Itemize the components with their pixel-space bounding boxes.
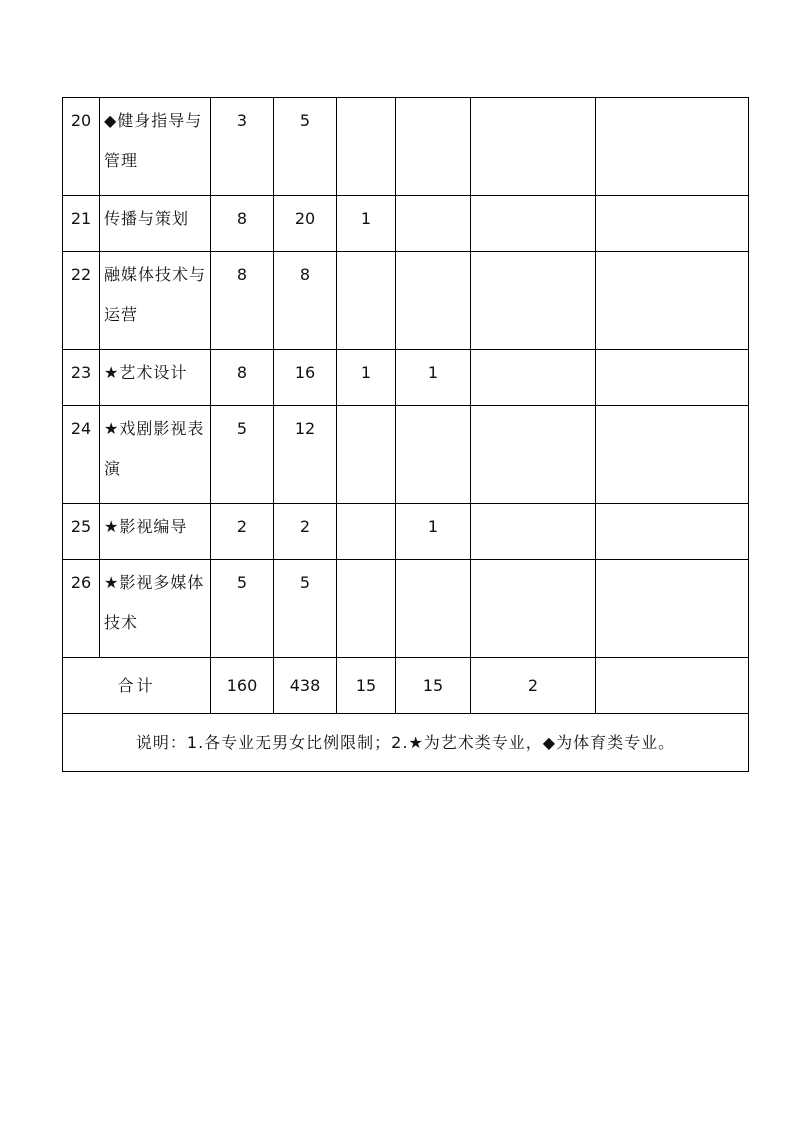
- value-col-1: 3: [236, 111, 248, 130]
- value-col-2: 8: [299, 265, 311, 284]
- value-col-1: 5: [236, 573, 248, 592]
- value-col-5: [471, 406, 595, 409]
- table-row: [63, 350, 749, 406]
- value-col-6: [596, 196, 748, 199]
- total-label: 合计: [63, 658, 211, 714]
- total-col-1: 160: [211, 658, 274, 714]
- value-col-3: 1: [360, 209, 372, 228]
- value-col-4: 1: [427, 363, 439, 382]
- value-col-4: [396, 196, 470, 199]
- value-col-4: [396, 252, 470, 255]
- value-col-6: [596, 252, 748, 255]
- major-name: ◆健身指导与管理: [104, 111, 203, 170]
- table-row: [63, 252, 749, 350]
- value-col-3: [337, 252, 395, 255]
- major-name: ★戏剧影视表演: [104, 419, 205, 478]
- value-col-1: 2: [236, 517, 248, 536]
- total-col-6: [596, 658, 749, 714]
- value-col-3: [337, 560, 395, 563]
- table-row: [63, 98, 749, 196]
- note-row: [63, 714, 749, 772]
- value-col-3: 1: [360, 363, 372, 382]
- row-number: 23: [70, 363, 92, 382]
- value-col-5: [471, 196, 595, 199]
- row-number: 22: [70, 265, 92, 284]
- value-col-2: 2: [299, 517, 311, 536]
- value-col-3: [337, 406, 395, 409]
- total-col-3: 15: [337, 658, 396, 714]
- value-col-1: 8: [236, 209, 248, 228]
- value-col-4: [396, 560, 470, 563]
- table-row: [63, 406, 749, 504]
- value-col-4: 1: [427, 517, 439, 536]
- value-col-1: 8: [236, 363, 248, 382]
- row-number: 21: [70, 209, 92, 228]
- total-col-5: 2: [471, 658, 596, 714]
- row-number: 25: [70, 517, 92, 536]
- value-col-4: [396, 98, 470, 101]
- table-row: [63, 504, 749, 560]
- row-number: 24: [70, 419, 92, 438]
- value-col-6: [596, 504, 748, 507]
- value-col-5: [471, 560, 595, 563]
- total-col-2: 438: [274, 658, 337, 714]
- table-note: 说明：1.各专业无男女比例限制；2.★为艺术类专业，◆为体育类专业。: [63, 714, 749, 772]
- admissions-table: [62, 97, 749, 772]
- value-col-2: 12: [294, 419, 316, 438]
- table-row: [63, 196, 749, 252]
- total-row: [63, 658, 749, 714]
- major-name: 融媒体技术与运营: [104, 265, 207, 324]
- major-name: ★艺术设计: [104, 363, 188, 382]
- value-col-1: 5: [236, 419, 248, 438]
- value-col-6: [596, 406, 748, 409]
- value-col-4: [396, 406, 470, 409]
- value-col-2: 5: [299, 111, 311, 130]
- value-col-3: [337, 504, 395, 507]
- value-col-2: 20: [294, 209, 316, 228]
- value-col-5: [471, 504, 595, 507]
- value-col-5: [471, 98, 595, 101]
- value-col-5: [471, 252, 595, 255]
- major-name: ★影视多媒体技术: [104, 573, 205, 632]
- value-col-1: 8: [236, 265, 248, 284]
- major-name: 传播与策划: [104, 209, 190, 228]
- value-col-6: [596, 350, 748, 353]
- row-number: 20: [70, 111, 92, 130]
- value-col-6: [596, 98, 748, 101]
- table-row: [63, 560, 749, 658]
- row-number: 26: [70, 573, 92, 592]
- value-col-2: 5: [299, 573, 311, 592]
- value-col-2: 16: [294, 363, 316, 382]
- value-col-5: [471, 350, 595, 353]
- total-col-4: 15: [396, 658, 471, 714]
- value-col-6: [596, 560, 748, 563]
- major-name: ★影视编导: [104, 517, 188, 536]
- value-col-3: [337, 98, 395, 101]
